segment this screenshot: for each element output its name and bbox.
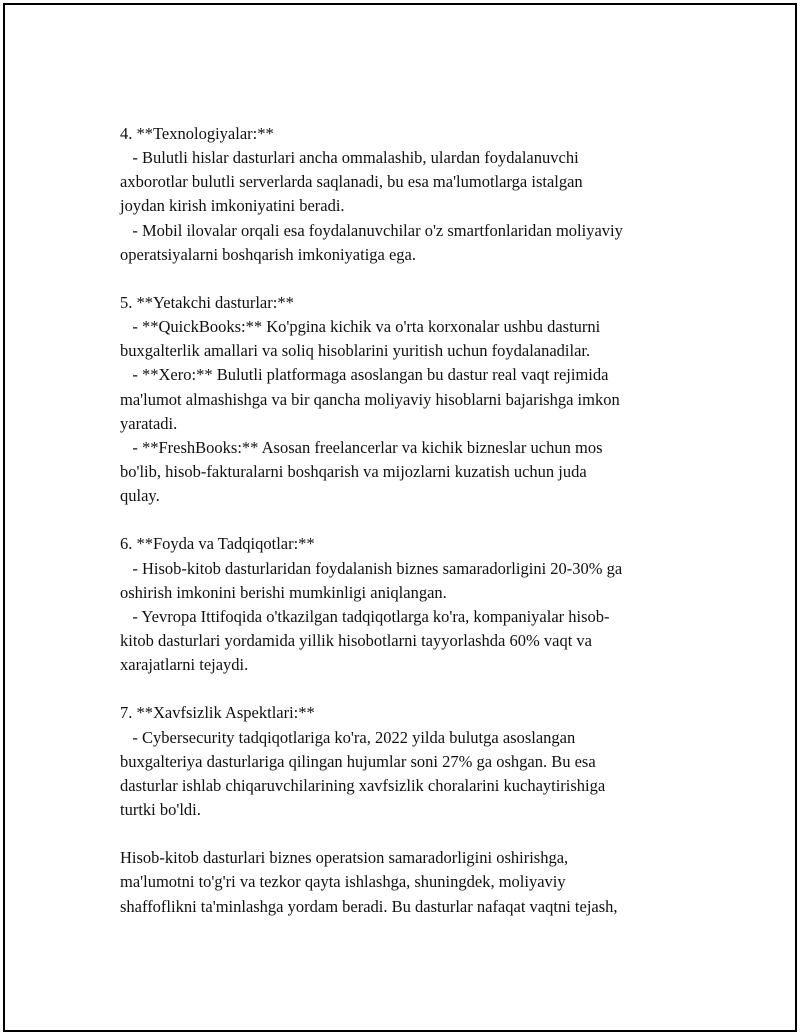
- text-line: xarajatlarni tejaydi.: [120, 655, 249, 675]
- text-line: ma'lumotni to'g'ri va tezkor qayta ishlashga, shuningdek, moliyaviy: [120, 872, 566, 892]
- document-body: [120, 122, 700, 919]
- text-line: operatsiyalarni boshqarish imkoniyatiga ega.: [120, 244, 417, 264]
- text-line: ma'lumot almashishga va bir qancha moliyaviy hisoblarni bajarishga imkon: [120, 389, 620, 409]
- text-line: kitob dasturlari yordamida yillik hisobotlarni tayyorlashda 60% vaqt va: [120, 630, 592, 650]
- text-line: Hisob-kitob dasturlari biznes operatsion samaradorligini oshirishga,: [120, 848, 569, 868]
- text-line: 6. **Foyda va Tadqiqotlar:**: [120, 534, 315, 554]
- text-line: - Hisob-kitob dasturlaridan foydalanish biznes samaradorligini 20-30% ga: [120, 558, 623, 578]
- text-line: shaffoflikni ta'minlashga yordam beradi. Bu dasturlar nafaqat vaqtni tejash,: [120, 896, 618, 916]
- blank-line: [120, 508, 700, 532]
- text-line: - **FreshBooks:** Asosan freelancerlar va kichik bizneslar uchun mos: [120, 437, 603, 457]
- text-line: yaratadi.: [120, 413, 178, 433]
- text-line: bo'lib, hisob-fakturalarni boshqarish va mijozlarni kuzatish uchun juda: [120, 461, 587, 481]
- text-line: - **QuickBooks:** Ko'pgina kichik va o'rta korxonalar ushbu dasturni: [120, 317, 601, 337]
- text-line: 4. **Texnologiyalar:**: [120, 124, 274, 143]
- text-line: buxgalterlik amallari va soliq hisoblarini yuritish uchun foydalanadilar.: [120, 341, 591, 361]
- text-line: buxgalteriya dasturlariga qilingan hujumlar soni 27% ga oshgan. Bu esa: [120, 751, 596, 771]
- text-line: dasturlar ishlab chiqaruvchilarining xavfsizlik choralarini kuchaytirishiga: [120, 775, 606, 795]
- text-line: - Yevropa Ittifoqida o'tkazilgan tadqiqotlarga ko'ra, kompaniyalar hisob-: [120, 606, 610, 626]
- text-line: - Bulutli hislar dasturlari ancha ommalashib, ulardan foydalanuvchi: [120, 148, 579, 168]
- text-line: qulay.: [120, 486, 160, 506]
- text-line: - Mobil ilovalar orqali esa foydalanuvchilar o'z smartfonlaridan moliyaviy: [120, 220, 623, 240]
- text-line: turtki bo'ldi.: [120, 799, 201, 819]
- blank-line: [120, 267, 700, 291]
- text-line: axborotlar bulutli serverlarda saqlanadi, bu esa ma'lumotlarga istalgan: [120, 172, 583, 192]
- text-line: joydan kirish imkoniyatini beradi.: [120, 196, 345, 216]
- text-line: - Cybersecurity tadqiqotlariga ko'ra, 2022 yilda bulutga asoslangan: [120, 727, 576, 747]
- text-line: 5. **Yetakchi dasturlar:**: [120, 292, 294, 312]
- blank-line: [120, 677, 700, 701]
- page-frame: [3, 3, 797, 1032]
- blank-line: [120, 822, 700, 846]
- text-line: 7. **Xavfsizlik Aspektlari:**: [120, 703, 315, 723]
- text-line: oshirish imkonini berishi mumkinligi aniqlangan.: [120, 582, 447, 602]
- text-line: - **Xero:** Bulutli platformaga asoslangan bu dastur real vaqt rejimida: [120, 365, 609, 385]
